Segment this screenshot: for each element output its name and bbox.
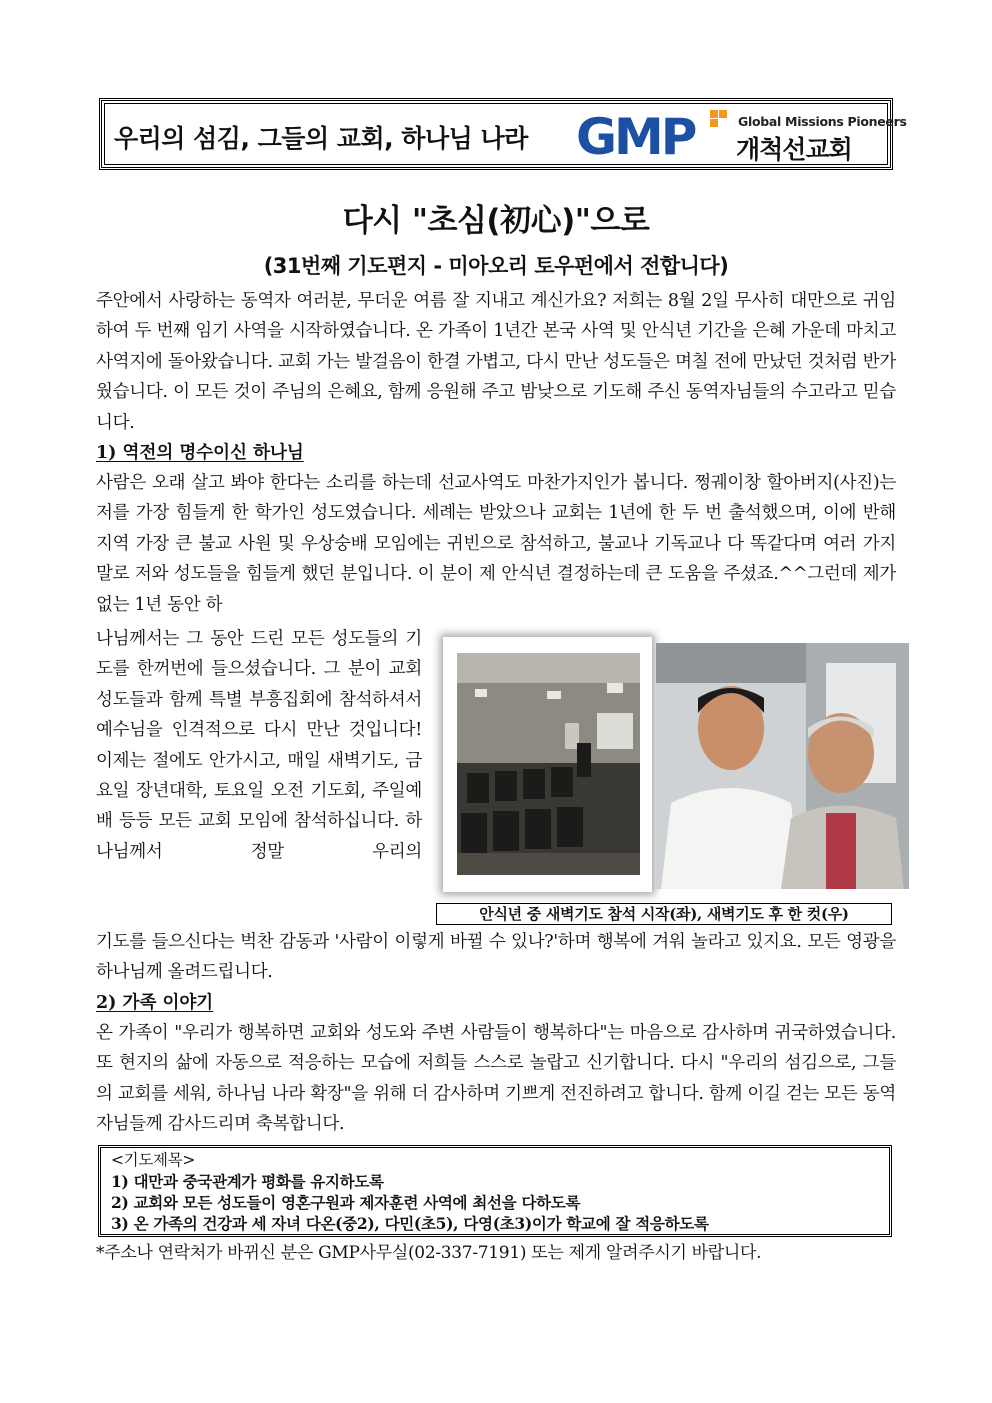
contact-note: *주소나 연락처가 바뀌신 분은 GMP사무실(02-337-7191) 또는 제게 알려주시기 바랍니다. bbox=[96, 1243, 762, 1263]
prayer-item: 3) 온 가족의 건강과 세 자녀 다온(중2), 다민(초5), 다영(초3)이가 학교에 잘 적응하도록 bbox=[111, 1214, 709, 1233]
photo-two-men bbox=[656, 643, 909, 889]
header-slogan: 우리의 섬김, 그들의 교회, 하나님 나라 bbox=[114, 124, 528, 153]
section2-heading: 2) 가족 이야기 bbox=[96, 993, 214, 1013]
photo-caption: 안식년 중 새벽기도 참석 시작(좌), 새벽기도 후 한 컷(우) bbox=[436, 903, 892, 925]
section1-float-paragraph: 나님께서는 그 동안 드린 모든 성도들의 기도를 한꺼번에 들으셨습니다. 그 분이 교회 성도들과 함께 특별 부흥집회에 참석하셔서 예수님을 인격적으로 다시 만난 것입니다! 이제는 절에도 안가시고, 매일 새벽기도, 금요일 장년대학, 토요일 오전 기도회, 주일예배 등등 모든 교회 모임에 참석하십니다. 하나님께서 정말 우리의 bbox=[96, 629, 422, 862]
prayer-requests-box bbox=[98, 1145, 892, 1237]
gmp-logo-mark bbox=[574, 108, 734, 164]
header-banner bbox=[99, 98, 907, 170]
page-title: 다시 "초심(初心)"으로 bbox=[342, 203, 650, 239]
photo-pair bbox=[443, 637, 909, 892]
intro-paragraph: 주안에서 사랑하는 동역자 여러분, 무더운 여름 잘 지내고 계신가요? 저희는 8월 2일 무사히 대만으로 귀임하여 두 번째 임기 사역을 시작하였습니다. 온 가족이 1년간 본국 사역 및 안식년 기간을 은혜 가운데 마치고 사역지에 돌아왔습니다. 교회 가는 발걸음이 한결 가볍고, 다시 만난 성도들은 며칠 전에 만났던 것처럼 반가웠습니다. 이 모든 것이 주님의 은혜요, 함께 응원해 주고 밤낮으로 기도해 주신 동역자님들의 수고라고 믿습니다. bbox=[96, 291, 896, 433]
prayer-item: 2) 교회와 모든 성도들이 영혼구원과 제자훈련 사역에 최선을 다하도록 bbox=[111, 1193, 581, 1212]
section1-heading: 1) 역전의 명수이신 하나님 bbox=[96, 443, 304, 463]
prayer-item: 1) 대만과 중국관계가 평화를 유지하도록 bbox=[111, 1172, 384, 1191]
page-subtitle: (31번째 기도편지 - 미아오리 토우펀에서 전합니다) bbox=[263, 254, 729, 278]
logo-korean-name: 개척선교회 bbox=[736, 135, 852, 164]
logo-english-name: Global Missions Pioneers bbox=[738, 114, 907, 129]
photo-chapel bbox=[443, 637, 652, 892]
prayer-title: <기도제목> bbox=[111, 1151, 196, 1169]
section1-paragraph: 사람은 오래 살고 봐야 한다는 소리를 하는데 선교사역도 마찬가지인가 봅니다. 쩡궤이창 할아버지(사진)는 저를 가장 힘들게 한 학가인 성도였습니다. 세례는 받았으나 교회는 1년에 한 두 번 출석했으며, 이에 반해 지역 가장 큰 불교 사원 및 우상숭배 모임에는 귀빈으로 참석하고, 불교나 기독교나 다 똑같다며 여러 가지 말로 저와 성도들을 힘들게 했던 분입니다. 이 분이 제 안식년 결정하는데 큰 도움을 주셨죠.^^그런데 제가 없는 1년 동안 하 bbox=[96, 473, 896, 615]
section2-paragraph: 온 가족이 "우리가 행복하면 교회와 성도와 주변 사람들이 행복하다"는 마음으로 감사하며 귀국하였습니다. 또 현지의 삶에 자동으로 적응하는 모습에 저희들 스스로 놀랍고 신기합니다. 다시 "우리의 섬김으로, 그들의 교회를 세워, 하나님 나라 확장"을 위해 더 감사하며 기쁘게 전진하려고 합니다. 함께 이길 걷는 모든 동역자님들께 감사드리며 축복합니다. bbox=[96, 1023, 896, 1135]
gmp-logo-text: GMP bbox=[576, 108, 695, 164]
gmp-logo bbox=[574, 108, 907, 164]
section1-paragraph-continued: 기도를 들으신다는 벅찬 감동과 '사람이 이렇게 바뀔 수 있나?'하며 행복에 겨워 놀라고 있지요. 모든 영광을 하나님께 올려드립니다. bbox=[96, 932, 896, 983]
